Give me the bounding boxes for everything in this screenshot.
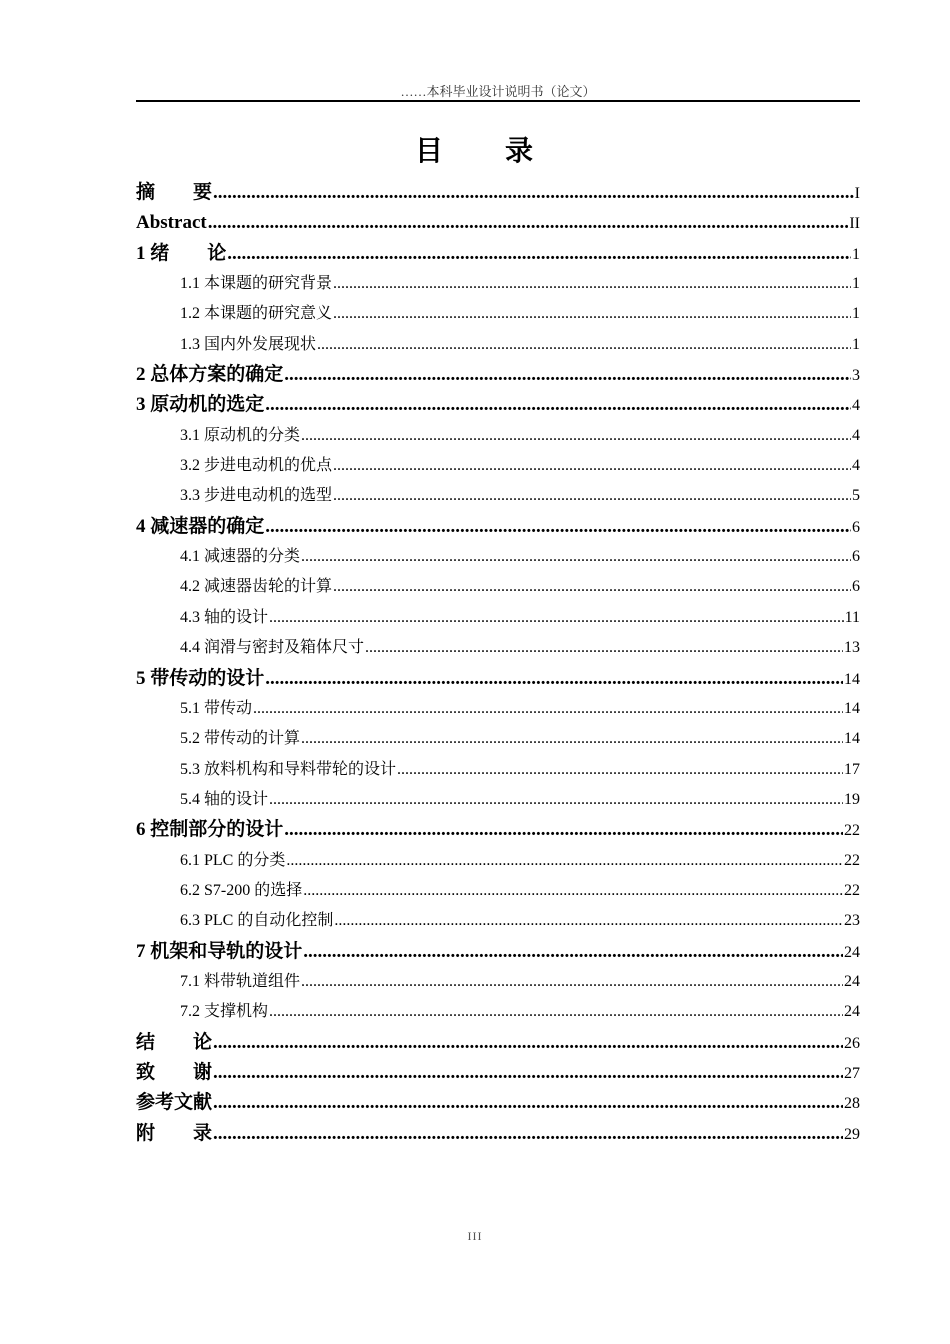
toc-entry-label: 3 原动机的选定 <box>136 394 265 416</box>
toc-dot-leader <box>265 512 851 542</box>
toc-entry-label: 7 机架和导轨的设计 <box>136 940 303 962</box>
toc-entry-page: 27 <box>844 1064 860 1082</box>
toc-entry[interactable] <box>136 785 860 815</box>
toc-entry-label: 6.3 PLC 的自动化控制 <box>180 912 334 930</box>
toc-entry[interactable] <box>136 633 860 663</box>
toc-entry[interactable] <box>136 1088 860 1118</box>
toc-entry[interactable] <box>136 997 860 1027</box>
toc-entry-page: 6 <box>852 518 860 536</box>
toc-dot-leader <box>213 1058 843 1088</box>
toc-entry-page: 24 <box>844 1003 860 1021</box>
toc-dot-leader <box>333 451 851 481</box>
toc-entry-label: 5.1 带传动 <box>180 699 253 717</box>
toc-dot-leader <box>269 785 843 815</box>
toc-entry-label: 5.4 轴的设计 <box>180 790 269 808</box>
toc-dot-leader <box>301 421 851 451</box>
toc-entry[interactable] <box>136 967 860 997</box>
toc-entry-page: 14 <box>844 699 860 717</box>
toc-entry[interactable] <box>136 1028 860 1058</box>
toc-entry[interactable] <box>136 178 860 208</box>
toc-entry-page: 11 <box>844 608 860 626</box>
toc-entry-label: 4.3 轴的设计 <box>180 608 269 626</box>
toc-entry[interactable] <box>136 330 860 360</box>
toc-entry-label: 6.1 PLC 的分类 <box>180 851 286 869</box>
toc-entry-label: 参考文献 <box>136 1092 213 1114</box>
toc-entry-label: 7.2 支撑机构 <box>180 1003 269 1021</box>
toc-entry-page: 28 <box>844 1095 860 1113</box>
toc-dot-leader <box>227 239 851 269</box>
toc-entry-page: 13 <box>844 639 860 657</box>
page-header: ……本科毕业设计说明书（论文） <box>400 84 596 99</box>
toc-dot-leader <box>334 906 843 936</box>
toc-entry[interactable] <box>136 815 860 845</box>
toc-entry[interactable] <box>136 937 860 967</box>
toc-entry-page: 6 <box>852 578 860 596</box>
toc-entry[interactable] <box>136 451 860 481</box>
toc-dot-leader <box>286 846 843 876</box>
toc-entry-label: 附 录 <box>136 1122 213 1144</box>
toc-dot-leader <box>213 1088 843 1118</box>
toc-dot-leader <box>213 1119 843 1149</box>
toc-entry-page: 14 <box>844 730 860 748</box>
toc-entry-page: 29 <box>844 1125 860 1143</box>
toc-dot-leader <box>333 269 851 299</box>
toc-entry[interactable] <box>136 724 860 754</box>
toc-entry-page: 22 <box>844 851 860 869</box>
toc-entry-page: 17 <box>844 760 860 778</box>
toc-dot-leader <box>213 1028 843 1058</box>
toc-dot-leader <box>269 997 843 1027</box>
toc-title: 目 录 <box>414 136 535 167</box>
toc-entry[interactable] <box>136 269 860 299</box>
toc-dot-leader <box>265 390 851 420</box>
toc-entry[interactable] <box>136 694 860 724</box>
toc-entry-page: 22 <box>844 822 860 840</box>
toc-entry[interactable] <box>136 360 860 390</box>
toc-dot-leader <box>284 815 843 845</box>
toc-entry-label: 结 论 <box>136 1031 213 1053</box>
header-rule <box>136 100 860 102</box>
toc-dot-leader <box>333 572 851 602</box>
toc-dot-leader <box>333 481 851 511</box>
toc-entry-page: 4 <box>852 426 860 444</box>
toc-entry-page: 1 <box>852 335 860 353</box>
toc-entry[interactable] <box>136 755 860 785</box>
toc-entry-page: 24 <box>844 943 860 961</box>
toc-entry-page: 5 <box>852 487 860 505</box>
toc-entry-page: 4 <box>852 397 860 415</box>
toc-entry[interactable] <box>136 299 860 329</box>
toc-entry[interactable] <box>136 512 860 542</box>
toc-entry-page: 1 <box>852 245 860 263</box>
toc-entry-page: 26 <box>844 1034 860 1052</box>
toc-entry-page: 14 <box>844 670 860 688</box>
toc-entry-page: II <box>849 215 860 233</box>
toc-entry-label: 4.4 润滑与密封及箱体尺寸 <box>180 639 365 657</box>
toc-entry[interactable] <box>136 1058 860 1088</box>
toc-entry-label: 5 带传动的设计 <box>136 667 265 689</box>
toc-entry-label: 1.2 本课题的研究意义 <box>180 305 333 323</box>
toc-dot-leader <box>365 633 843 663</box>
toc-entry-label: 4.1 减速器的分类 <box>180 548 301 566</box>
table-of-contents <box>136 178 860 1149</box>
toc-entry[interactable] <box>136 542 860 572</box>
toc-entry-page: I <box>854 185 860 202</box>
toc-dot-leader <box>269 603 844 633</box>
toc-entry-page: 1 <box>852 305 860 323</box>
toc-dot-leader <box>284 360 851 390</box>
toc-entry[interactable] <box>136 846 860 876</box>
toc-entry[interactable] <box>136 876 860 906</box>
toc-entry-page: 24 <box>844 972 860 990</box>
toc-dot-leader <box>333 299 851 329</box>
toc-entry-label: 1 绪 论 <box>136 242 227 264</box>
toc-dot-leader <box>265 664 843 694</box>
toc-dot-leader <box>303 876 843 906</box>
toc-dot-leader <box>213 178 854 208</box>
toc-entry-label: 2 总体方案的确定 <box>136 364 284 386</box>
toc-entry[interactable] <box>136 239 860 269</box>
toc-entry[interactable] <box>136 664 860 694</box>
toc-entry-label: 5.2 带传动的计算 <box>180 730 301 748</box>
toc-entry[interactable] <box>136 572 860 602</box>
toc-dot-leader <box>301 967 843 997</box>
toc-entry[interactable] <box>136 481 860 511</box>
toc-dot-leader <box>397 755 843 785</box>
toc-entry-page: 6 <box>852 548 860 566</box>
toc-dot-leader <box>253 694 843 724</box>
toc-entry-label: 6.2 S7-200 的选择 <box>180 881 303 899</box>
toc-entry[interactable] <box>136 1119 860 1149</box>
toc-entry[interactable] <box>136 208 860 238</box>
toc-entry[interactable] <box>136 906 860 936</box>
toc-entry-label: 摘 要 <box>136 182 213 203</box>
toc-entry-label: 3.3 步进电动机的选型 <box>180 487 333 505</box>
toc-dot-leader <box>301 542 851 572</box>
toc-entry-label: 6 控制部分的设计 <box>136 819 284 841</box>
toc-entry-label: 4 减速器的确定 <box>136 515 265 537</box>
page-number: III <box>467 1229 483 1243</box>
toc-entry[interactable] <box>136 390 860 420</box>
toc-entry-page: 3 <box>852 367 860 385</box>
toc-entry-label: 7.1 料带轨道组件 <box>180 972 301 990</box>
toc-entry-label: Abstract <box>136 212 207 234</box>
toc-entry-label: 5.3 放料机构和导料带轮的设计 <box>180 760 397 778</box>
toc-entry-page: 4 <box>852 457 860 475</box>
toc-entry[interactable] <box>136 421 860 451</box>
toc-dot-leader <box>317 330 851 360</box>
toc-entry-page: 1 <box>852 275 860 293</box>
toc-entry-label: 致 谢 <box>136 1061 213 1083</box>
toc-entry-label: 1.1 本课题的研究背景 <box>180 275 333 293</box>
toc-entry-label: 4.2 减速器齿轮的计算 <box>180 578 333 596</box>
toc-entry-label: 3.1 原动机的分类 <box>180 426 301 444</box>
toc-entry[interactable] <box>136 603 860 633</box>
toc-dot-leader <box>303 937 843 967</box>
toc-dot-leader <box>301 724 843 754</box>
toc-entry-page: 23 <box>844 912 860 930</box>
toc-entry-label: 3.2 步进电动机的优点 <box>180 457 333 475</box>
toc-entry-page: 19 <box>844 790 860 808</box>
toc-dot-leader <box>208 208 849 238</box>
toc-entry-page: 22 <box>844 881 860 899</box>
toc-entry-label: 1.3 国内外发展现状 <box>180 335 317 353</box>
